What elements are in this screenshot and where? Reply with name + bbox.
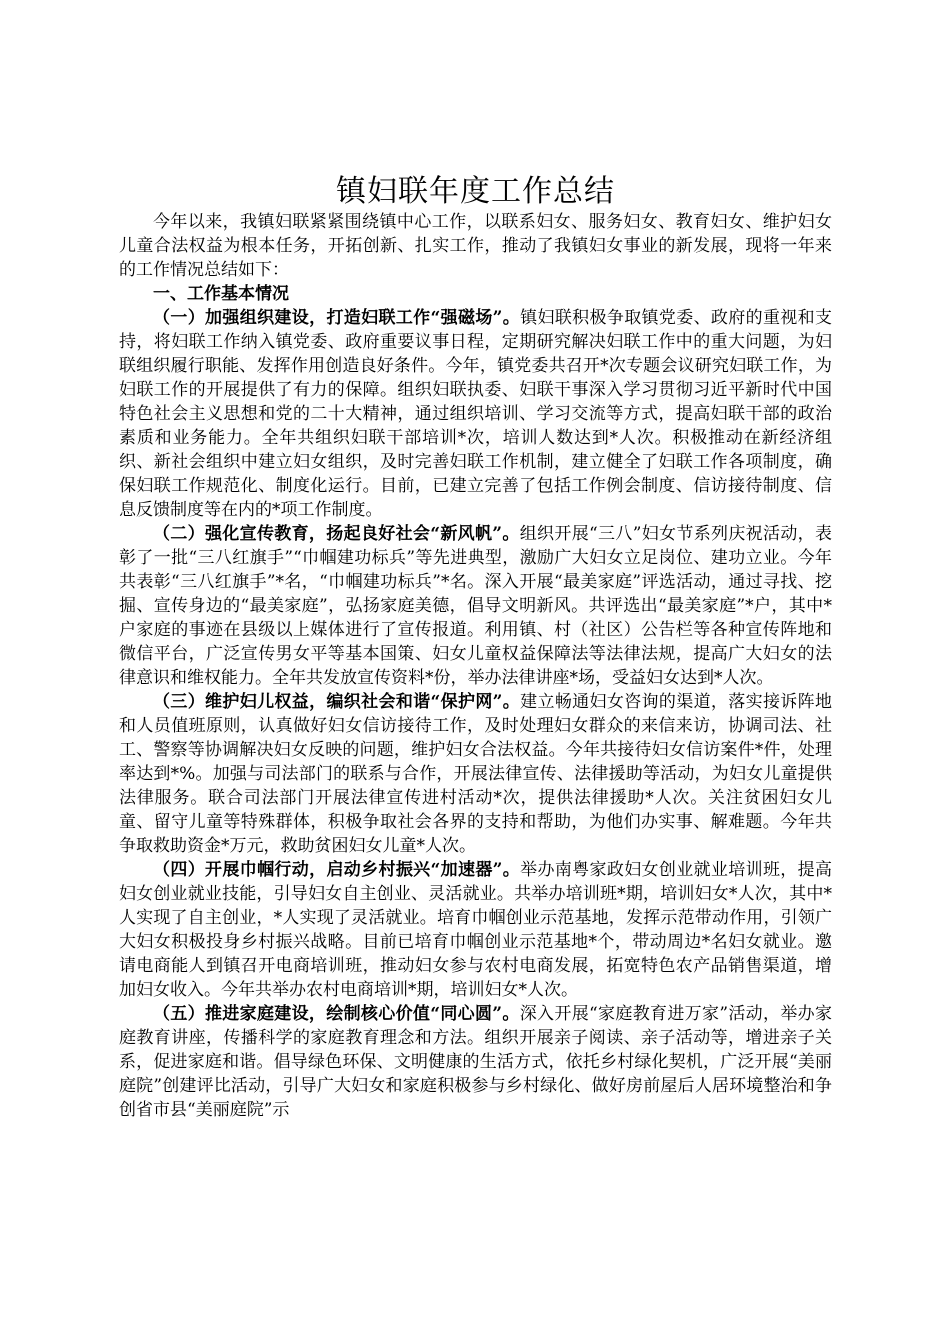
section-lead-5: （五）推进家庭建设，绘制核心价值“同心圆”。 [153, 1004, 520, 1024]
section-body-4: 举办南粤家政妇女创业就业培训班，提高妇女创业就业技能，引导妇女自主创业、灵活就业。共举办培训班*期，培训妇女*人次，其中*人实现了自主创业，*人实现了灵活就业。培育巾帼创业示范基地，发挥示范带动作用，引领广大妇女积极投身乡村振兴战略。目前已培育巾帼创业示范基地*个，带动周边*名妇女就业。邀请电商能人到镇召开电商培训班，推动妇女参与农村电商发展，拓宽特色农产品销售渠道，增加妇女收入。今年共举办农村电商培训*期，培训妇女*人次。 [119, 860, 832, 1000]
section-body-1: 镇妇联积极争取镇党委、政府的重视和支持，将妇联工作纳入镇党委、政府重要议事日程，定期研究解决妇联工作中的重大问题，为妇联组织履行职能、发挥作用创造良好条件。今年，镇党委共召开*次专题会议研究妇联工作，为妇联工作的开展提供了有力的保障。组织妇联执委、妇联干事深入学习贯彻习近平新时代中国特色社会主义思想和党的二十大精神，通过组织培训、学习交流等方式，提高妇联干部的政治素质和业务能力。全年共组织妇联干部培训*次，培训人数达到*人次。积极推动在新经济组织、新社会组织中建立妇女组织，及时完善妇联工作机制，建立健全了妇联工作各项制度，确保妇联工作规范化、制度化运行。目前，已建立完善了包括工作例会制度、信访接待制度、信息反馈制度等在内的*项工作制度。 [119, 308, 832, 520]
section-lead-3: （三）维护妇儿权益，编织社会和谐“保护网”。 [153, 692, 521, 712]
section-paragraph-3 [119, 690, 832, 858]
document-body [119, 174, 832, 1122]
intro-paragraph: 今年以来，我镇妇联紧紧围绕镇中心工作，以联系妇女、服务妇女、教育妇女、维护妇女儿童合法权益为根本任务，开拓创新、扎实工作，推动了我镇妇女事业的新发展，现将一年来的工作情况总结如下： [119, 212, 832, 280]
document-title: 镇妇联年度工作总结 [336, 174, 615, 209]
section-paragraph-2 [119, 522, 832, 690]
section-paragraph-5 [119, 1002, 832, 1122]
section-body-3: 建立畅通妇女咨询的渠道，落实接诉阵地和人员值班原则，认真做好妇女信访接待工作，及时处理妇女群众的来信来访，协调司法、社工、警察等协调解决妇女反映的问题，维护妇女合法权益。今年共接待妇女信访案件*件，处理率达到*%。加强与司法部门的联系与合作，开展法律宣传、法律援助等活动，为妇女儿童提供法律服务。联合司法部门开展法律宣传进村活动*次，提供法律援助*人次。关注贫困妇女儿童、留守儿童等特殊群体，积极争取社会各界的支持和帮助，为他们办实事、解难题。今年共争取救助资金*万元，救助贫困妇女儿童*人次。 [119, 692, 832, 856]
section-paragraph-4 [119, 858, 832, 1002]
section-paragraph-1 [119, 306, 832, 522]
section-lead-4: （四）开展巾帼行动，启动乡村振兴“加速器”。 [153, 860, 521, 880]
section-heading: 一、工作基本情况 [153, 284, 289, 304]
section-body-2: 组织开展“三八”妇女节系列庆祝活动，表彰了一批“三八红旗手”“巾帼建功标兵”等先进典型，激励广大妇女立足岗位、建功立业。今年共表彰“三八红旗手”*名，“巾帼建功标兵”*名。深入开展“最美家庭”评选活动，通过寻找、挖掘、宣传身边的“最美家庭”，弘扬家庭美德，倡导文明新风。共评选出“最美家庭”*户，其中*户家庭的事迹在县级以上媒体进行了宣传报道。利用镇、村（社区）公告栏等各种宣传阵地和微信平台，广泛宣传男女平等基本国策、妇女儿童权益保障法等法律法规，提高广大妇女的法律意识和维权能力。全年共发放宣传资料*份，举办法律讲座*场，受益妇女达到*人次。 [119, 524, 832, 688]
section-lead-2: （二）强化宣传教育，扬起良好社会“新风帆”。 [153, 524, 520, 544]
section-body-5: 深入开展“家庭教育进万家”活动，举办家庭教育讲座，传播科学的家庭教育理念和方法。组织开展亲子阅读、亲子活动等，增进亲子关系，促进家庭和谐。倡导绿色环保、文明健康的生活方式，依托乡村绿化契机，广泛开展“美丽庭院”创建评比活动，引导广大妇女和家庭积极参与乡村绿化、做好房前屋后人居环境整治和争创省市县“美丽庭院”示 [119, 1004, 832, 1120]
section-lead-1: （一）加强组织建设，打造妇联工作“强磁场”。 [153, 308, 521, 328]
